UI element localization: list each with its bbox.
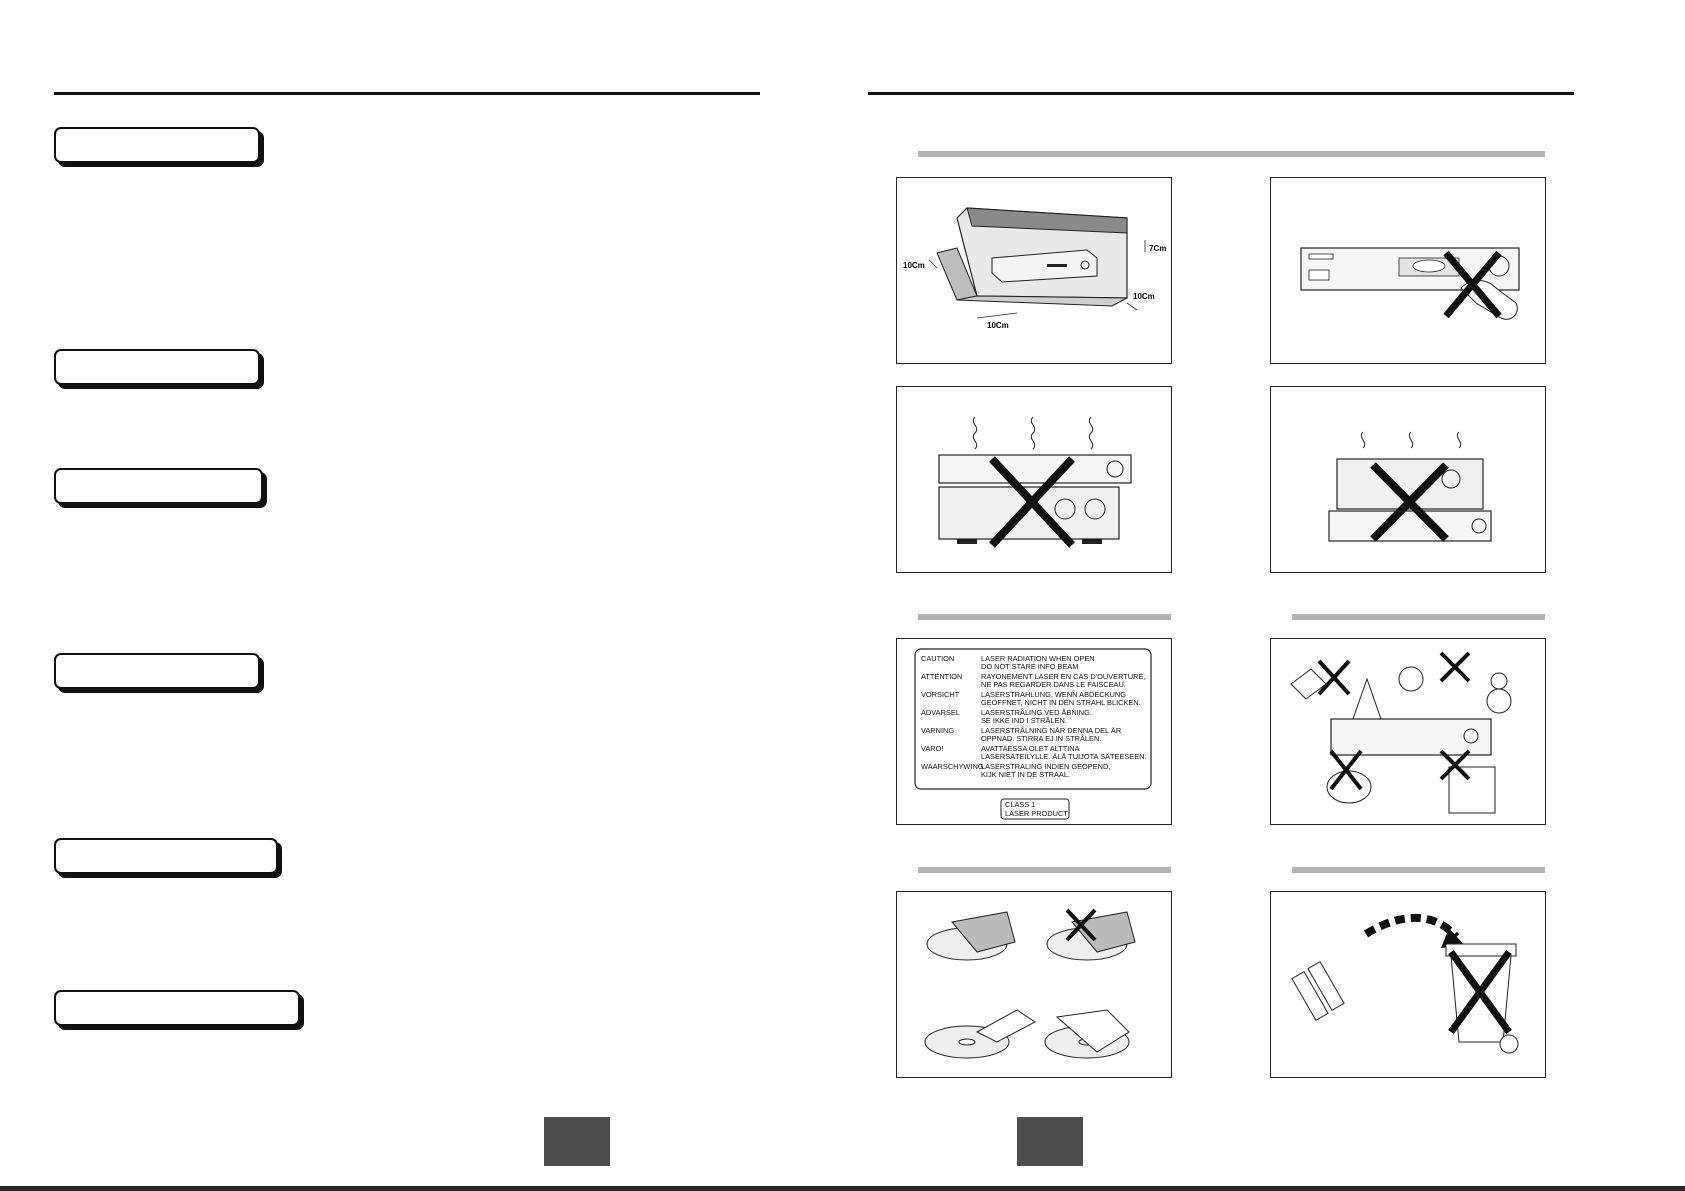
laser-row-language: VARNING: [921, 726, 955, 735]
left-page-number-box: [544, 1117, 610, 1166]
laser-row-line2: NE PAS REGARDER DANS LE FAISCEAU.: [981, 680, 1126, 689]
panel-disc-handling: [896, 891, 1172, 1078]
laser-row-language: CAUTION: [921, 654, 955, 663]
right-page-top-rule: [868, 92, 1574, 95]
laser-row-line2: DO NOT STARE INFO BEAM: [981, 662, 1079, 671]
section-bar-laser: [918, 614, 1171, 620]
laser-row-line1: AVATTAESSA OLET ALTTINA: [981, 744, 1080, 753]
clearance-left-label: 10Cm: [903, 261, 925, 270]
panel-battery-disposal: [1270, 891, 1546, 1078]
clearance-front-label: 10Cm: [987, 321, 1009, 330]
x-mark-icon: [1319, 661, 1349, 694]
section-bar-installation: [918, 151, 1545, 157]
laser-row-language: VARO!: [921, 744, 944, 753]
section-tab-2: [54, 349, 260, 385]
environment-hazards-illustration: [1271, 639, 1545, 824]
panel-heat-above: [1270, 386, 1546, 573]
section-tab-6: [54, 990, 300, 1026]
laser-row-line2: SE IKKE IND I STRÅLEN.: [981, 716, 1067, 725]
panel-ventilation-clearance: [896, 177, 1172, 364]
heat-wave-icon: [1361, 432, 1460, 448]
panel-tray-warning: [1270, 177, 1546, 364]
laser-row-line1: RAYONEMENT LASER EN CAS D'OUVERTURE,: [981, 672, 1146, 681]
battery-disposal-illustration: [1271, 892, 1545, 1077]
laser-row-line1: LASERSTRALING INDIEN GEOPEND,: [981, 762, 1111, 771]
clearance-top-label: 7Cm: [1149, 244, 1167, 253]
section-bar-disc-care: [918, 867, 1171, 873]
heat-above-illustration: [1271, 387, 1545, 572]
x-mark-icon: [1441, 653, 1469, 681]
laser-row-language: VORSICHT: [921, 690, 960, 699]
laser-row-line2: OPPNAD. STIRRA EJ IN STRÅLEN.: [981, 734, 1102, 743]
laser-warning-label: [897, 639, 1171, 824]
heat-stack-illustration: [897, 387, 1171, 572]
clearance-diagram: [897, 178, 1171, 363]
bottom-edge: [0, 1186, 1685, 1191]
battery-icon: [1292, 962, 1344, 1021]
laser-row-language: ATTENTION: [921, 672, 963, 681]
panel-heat-below: [896, 386, 1172, 573]
laser-row-line2: LASERSÄTEILYLLE. ÄLÄ TUIJOTA SÄTEESEEN.: [981, 752, 1147, 761]
laser-row-line1: LASERSTRAHLUNG, WENN ABDECKUNG: [981, 690, 1126, 699]
laser-row-line1: LASERSTRÅLNING NÄR DENNA DEL ÄR: [981, 726, 1122, 735]
laser-row-line1: LASERSTRÅLING VED ÅBNING.: [981, 708, 1092, 717]
section-tab-4: [54, 653, 260, 689]
panel-environment-hazards: [1270, 638, 1546, 825]
panel-laser-label: [896, 638, 1172, 825]
laser-class-line1: CLASS 1: [1005, 800, 1036, 809]
left-page-top-rule: [54, 92, 760, 95]
section-tab-3: [54, 468, 263, 504]
heat-wave-icon: [973, 417, 1092, 449]
section-tab-1: [54, 127, 260, 163]
right-page-number-box: [1017, 1117, 1083, 1166]
laser-row-language: WAARSCHYWING: [921, 762, 984, 771]
laser-row-language: ADVARSEL: [921, 708, 960, 717]
laser-row-line2: GEÖFFNET, NICHT IN DEN STRAHL BLICKEN.: [981, 698, 1141, 707]
disc-handling-illustration: [897, 892, 1171, 1077]
section-tab-5: [54, 838, 278, 874]
laser-row-line1: LASER RADIATION WHEN OPEN: [981, 654, 1095, 663]
tray-hand-illustration: [1271, 178, 1545, 363]
laser-class-line2: LASER PRODUCT: [1005, 809, 1068, 818]
section-bar-battery: [1292, 867, 1545, 873]
clearance-right-label: 10Cm: [1133, 292, 1155, 301]
laser-row-line2: KIJK NIET IN DE STRAAL.: [981, 770, 1070, 779]
section-bar-environment: [1292, 614, 1545, 620]
